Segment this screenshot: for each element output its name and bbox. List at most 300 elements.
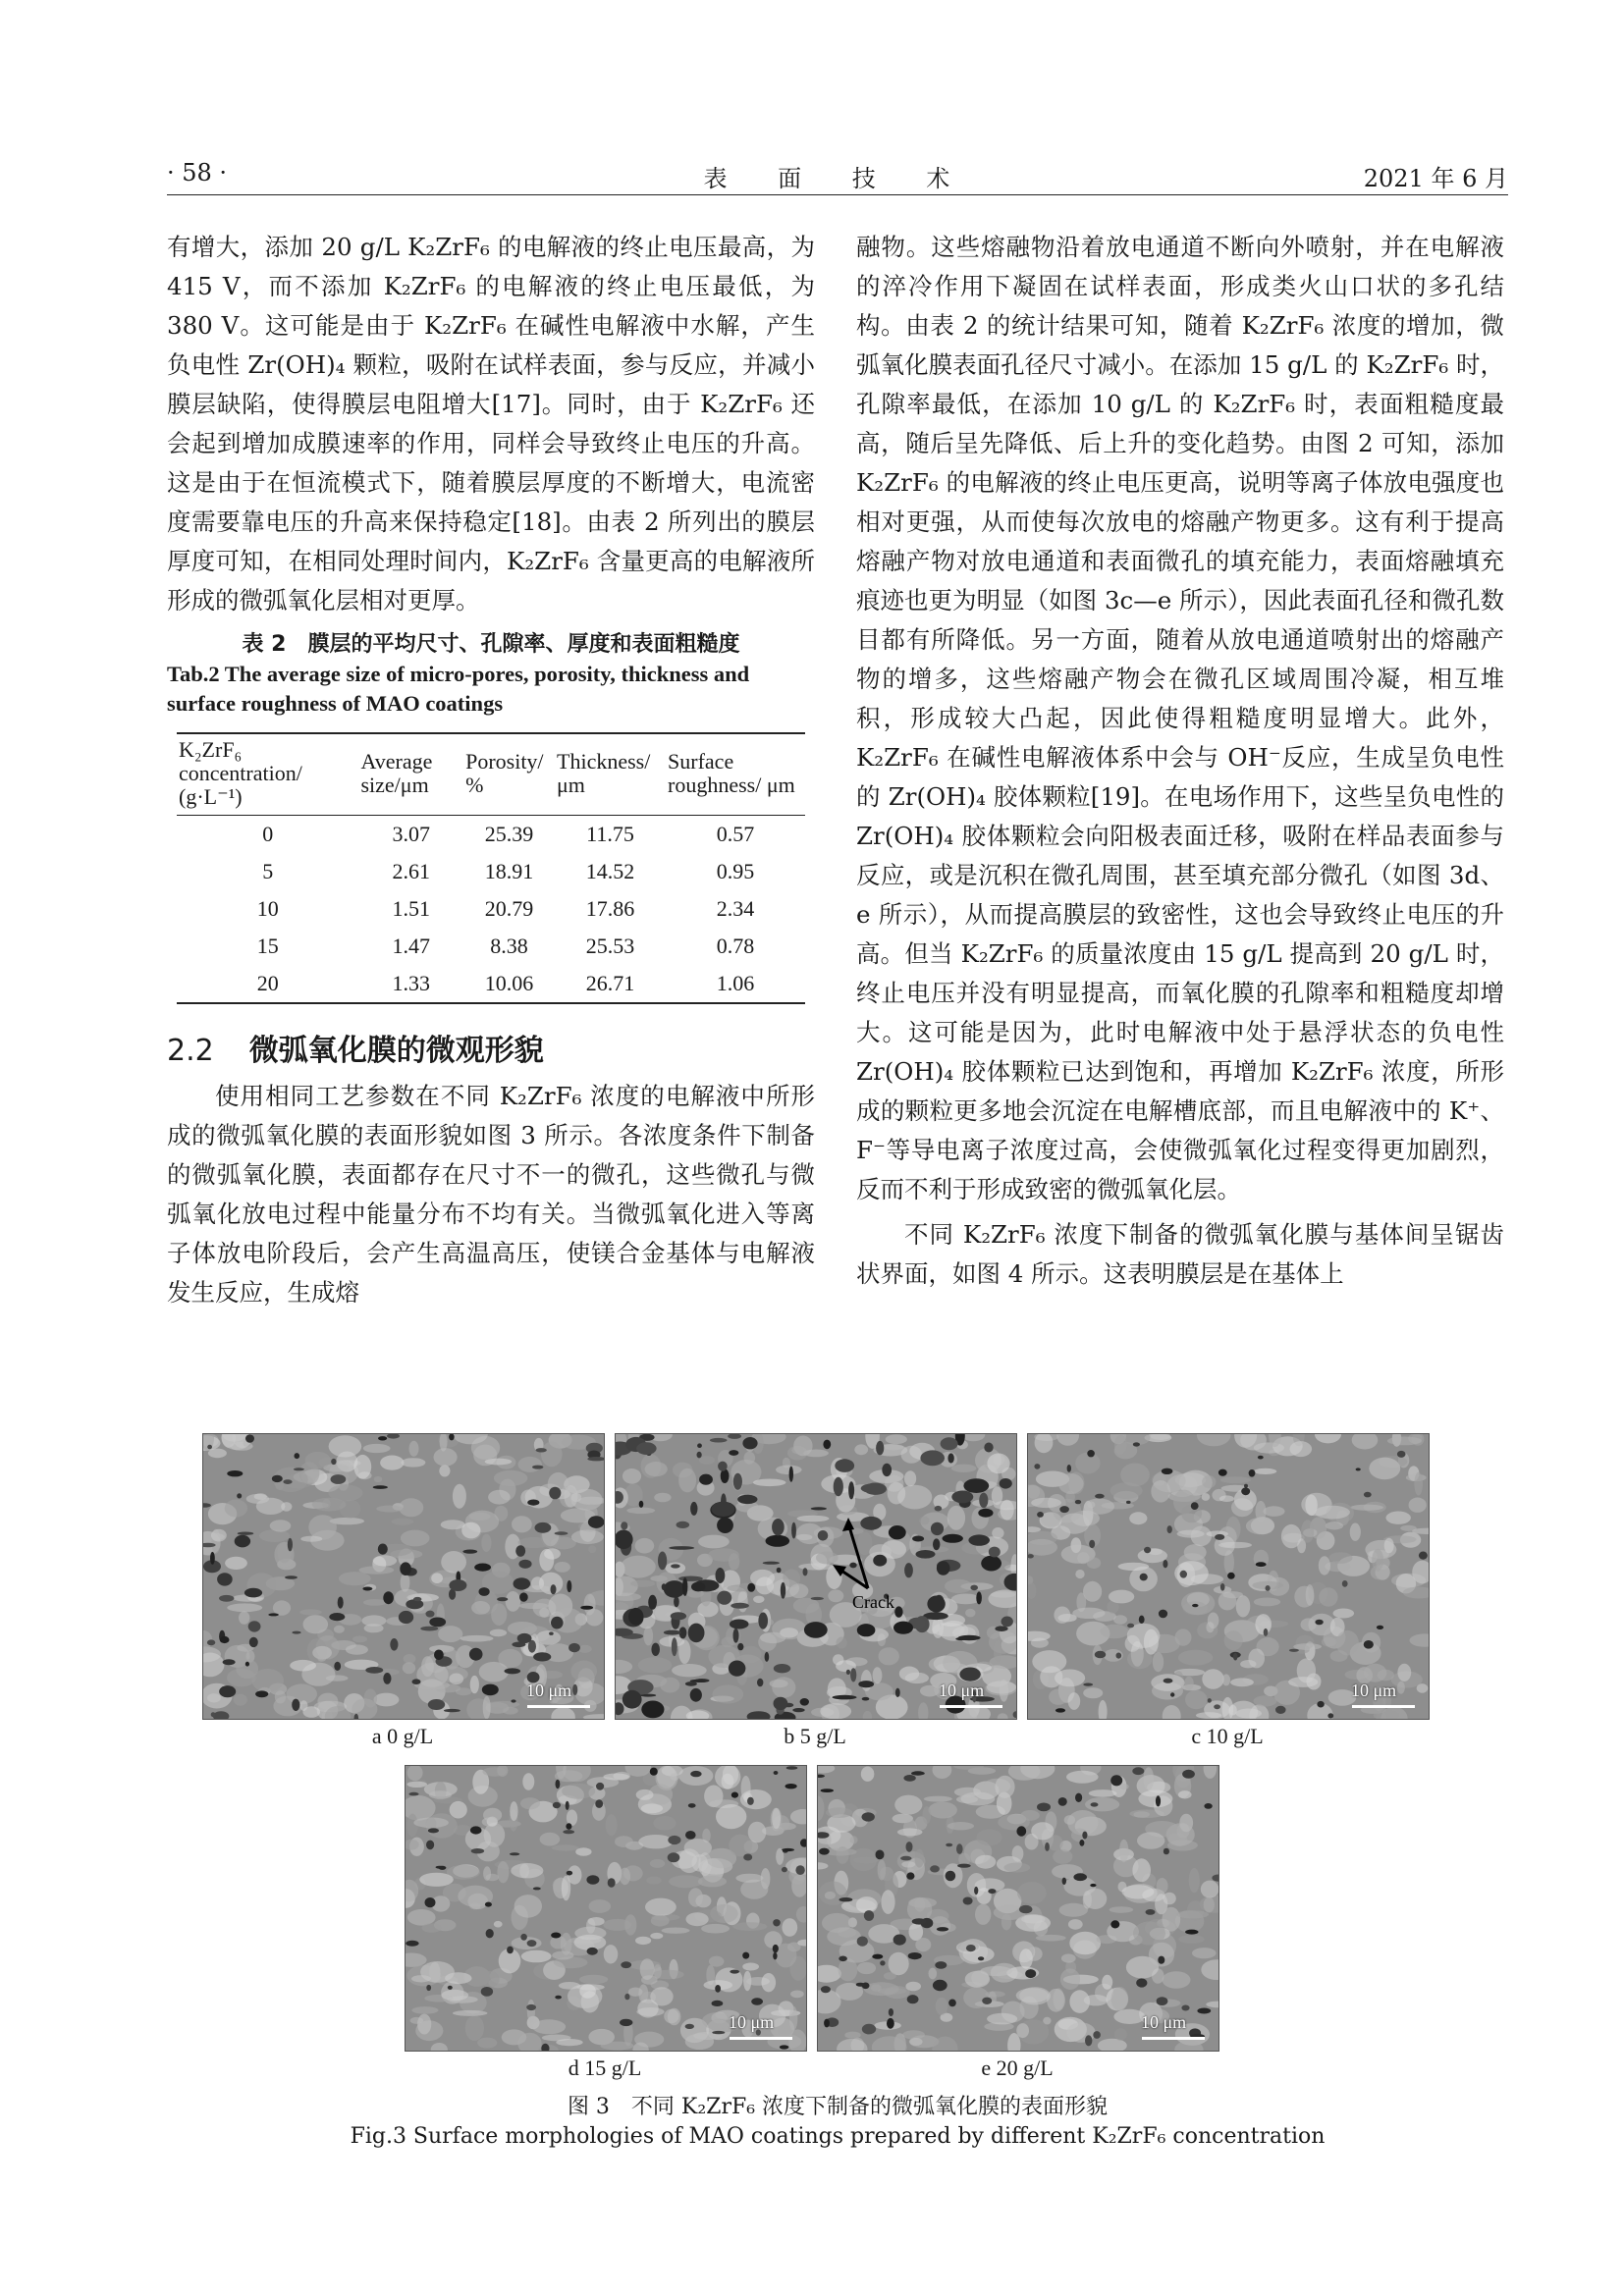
micro-pore xyxy=(533,1887,541,1890)
surface-grain xyxy=(251,1669,284,1692)
body-paragraph: 使用相同工艺参数在不同 K₂ZrF₆ 浓度的电解液中所形成的微弧氧化膜的表面形貌如图 3 所示。各浓度条件下制备的微弧氧化膜，表面都存在尺寸不一的微孔，这些微孔与微弧氧化放电过程中能量分布不均有关。当微弧氧化进入等离子体放电阶段后，会产生高温高压，使镁合金基体与电解液发生反应，生成熔 xyxy=(167,1082,815,1307)
micro-pore xyxy=(1159,1610,1167,1619)
surface-grain xyxy=(740,1880,768,1899)
surface-grain xyxy=(922,1806,931,1824)
right-column xyxy=(856,228,1504,1294)
surface-grain xyxy=(881,1890,894,1914)
surface-grain xyxy=(1397,1682,1405,1694)
surface-grain xyxy=(479,1662,509,1682)
micro-pore xyxy=(824,2019,830,2028)
micro-pore xyxy=(948,2000,956,2007)
table-cell: 20 xyxy=(177,965,358,1003)
micro-pore xyxy=(1241,1487,1250,1495)
micro-pore xyxy=(285,1575,298,1578)
surface-grain xyxy=(1016,2023,1029,2038)
micro-pore xyxy=(566,1823,571,1830)
surface-grain xyxy=(429,1790,452,1799)
micro-pore xyxy=(1233,1653,1238,1661)
surface-grain xyxy=(465,2015,484,2041)
surface-grain xyxy=(532,2019,566,2034)
column-header: Surface roughness/ μm xyxy=(666,733,805,816)
micro-pore xyxy=(383,1591,394,1604)
surface-grain xyxy=(227,1603,262,1612)
surface-grain xyxy=(441,1520,465,1529)
micro-pore xyxy=(620,2019,632,2026)
micro-pore xyxy=(551,1617,564,1629)
surface-grain xyxy=(762,1973,777,1992)
surface-grain xyxy=(334,1626,345,1633)
surface-grain xyxy=(1208,1613,1219,1629)
surface-grain xyxy=(1290,1441,1313,1457)
figure-caption-cn: 图 3 不同 K₂ZrF₆ 浓度下制备的微弧氧化膜的表面形貌 xyxy=(567,2095,1109,2119)
surface-grain xyxy=(1016,1988,1049,2002)
micro-pore xyxy=(207,1445,212,1450)
surface-grain xyxy=(562,1876,570,1901)
micro-pore xyxy=(911,1771,925,1775)
scale-bar-line xyxy=(730,2037,792,2040)
table-cell: 0 xyxy=(262,822,274,846)
micro-pore xyxy=(255,1690,268,1697)
surface-grain xyxy=(789,2006,798,2031)
surface-grain xyxy=(1218,1542,1252,1549)
micro-pore xyxy=(207,1639,215,1645)
micrograph-d xyxy=(405,1765,807,2052)
surface-grain xyxy=(1083,1581,1102,1602)
surface-grain xyxy=(239,1611,249,1624)
micro-pore xyxy=(1191,1502,1199,1510)
surface-grain xyxy=(494,1470,527,1486)
micro-pore xyxy=(331,1474,347,1484)
surface-grain xyxy=(559,1982,580,1990)
table-cell: 20.79 xyxy=(484,896,534,921)
micro-pore xyxy=(568,1643,580,1652)
micro-pore xyxy=(773,1945,779,1952)
micro-pore xyxy=(780,2045,789,2049)
surface-grain xyxy=(497,1861,509,1883)
micro-pore xyxy=(906,1842,913,1852)
surface-grain xyxy=(1083,1891,1092,1909)
micro-pore xyxy=(1126,1501,1131,1504)
surface-grain xyxy=(1409,1498,1427,1513)
surface-grain xyxy=(536,1630,561,1645)
surface-grain xyxy=(1315,1506,1350,1520)
surface-grain xyxy=(826,1807,852,1818)
surface-grain xyxy=(483,1696,491,1719)
surface-grain xyxy=(929,1968,938,1980)
micro-pore xyxy=(1162,1468,1173,1474)
surface-grain xyxy=(864,1982,899,1996)
surface-grain xyxy=(1202,1493,1211,1501)
surface-grain xyxy=(1137,1832,1164,1848)
micro-pore xyxy=(237,1493,242,1498)
surface-grain xyxy=(299,1462,320,1484)
surface-grain xyxy=(662,1928,690,1934)
micro-pore xyxy=(963,1897,973,1905)
surface-grain xyxy=(481,1534,491,1552)
surface-grain xyxy=(1384,1538,1394,1553)
micro-pore xyxy=(685,1831,696,1840)
surface-grain xyxy=(207,1693,221,1702)
surface-grain xyxy=(1386,1512,1411,1524)
surface-grain xyxy=(850,1836,858,1843)
surface-grain xyxy=(450,1801,467,1819)
micro-pore xyxy=(1170,1692,1174,1696)
surface-grain xyxy=(1089,1789,1117,1797)
micro-pore xyxy=(474,1564,491,1572)
micro-pore xyxy=(887,2018,894,2029)
surface-grain xyxy=(652,1970,684,1980)
micro-pore xyxy=(1158,1956,1164,1964)
micro-pore xyxy=(295,1453,300,1459)
table-cell: 8.38 xyxy=(490,934,528,958)
surface-grain xyxy=(604,1945,619,1963)
micro-pore xyxy=(1220,1583,1225,1591)
micro-pore xyxy=(1244,1484,1248,1488)
surface-grain xyxy=(1222,1591,1243,1598)
surface-grain xyxy=(359,1566,395,1574)
table-cell: 1.33 xyxy=(358,965,463,1003)
surface-grain xyxy=(483,1808,502,1823)
micro-pore xyxy=(586,1875,599,1884)
micro-pore xyxy=(245,1434,254,1443)
micro-pore xyxy=(773,1952,777,1960)
surface-grain xyxy=(1101,1625,1129,1639)
surface-grain xyxy=(1329,1552,1353,1564)
micro-pore xyxy=(1163,1560,1167,1568)
micro-pore xyxy=(1082,1832,1087,1840)
surface-grain xyxy=(1001,1914,1011,1931)
micro-pore xyxy=(555,1996,562,2000)
micro-pore xyxy=(527,1500,539,1506)
surface-grain xyxy=(1178,1935,1204,1944)
panel-label-d: d 15 g/L xyxy=(568,2056,642,2080)
micro-pore xyxy=(1289,1649,1299,1652)
surface-grain xyxy=(1110,1906,1134,1913)
micro-pore xyxy=(903,1775,915,1782)
surface-grain xyxy=(477,2038,497,2049)
surface-grain xyxy=(606,1814,618,1836)
table-cell: 0.57 xyxy=(716,822,755,846)
surface-grain xyxy=(299,1609,322,1615)
surface-grain xyxy=(461,1522,480,1539)
surface-grain xyxy=(1118,1563,1150,1571)
surface-grain xyxy=(411,1975,431,1982)
surface-grain xyxy=(901,1861,915,1867)
micro-pore xyxy=(219,1595,234,1602)
surface-grain xyxy=(1293,1643,1322,1650)
micro-pore xyxy=(1075,1793,1082,1802)
surface-grain xyxy=(664,2009,678,2023)
micro-pore xyxy=(272,1475,283,1482)
micro-pore xyxy=(238,1532,254,1535)
surface-grain xyxy=(299,1700,307,1711)
micro-pore xyxy=(248,1621,261,1631)
micro-pore xyxy=(1087,1450,1095,1457)
surface-grain xyxy=(270,1520,292,1531)
surface-grain xyxy=(579,1984,596,1998)
surface-grain xyxy=(603,1774,629,1781)
micro-pore xyxy=(413,1597,421,1601)
surface-grain xyxy=(701,1924,730,1934)
surface-grain xyxy=(426,1817,437,1830)
surface-grain xyxy=(709,1956,725,1967)
surface-grain xyxy=(636,1789,654,1800)
micro-pore xyxy=(1181,2005,1189,2011)
surface-grain xyxy=(1397,1664,1411,1682)
micro-pore xyxy=(1377,1626,1383,1629)
table-cell: 1.51 xyxy=(392,896,431,921)
data-table xyxy=(177,732,805,1004)
surface-grain xyxy=(819,1882,847,1905)
surface-grain xyxy=(1184,1677,1194,1690)
micro-pore xyxy=(608,1878,616,1887)
surface-grain xyxy=(506,1591,520,1612)
table-cell: 0.78 xyxy=(716,934,755,958)
surface-grain xyxy=(1061,1953,1076,1962)
surface-grain xyxy=(1083,1687,1103,1698)
surface-grain xyxy=(729,1835,752,1857)
surface-grain xyxy=(1236,1595,1251,1617)
surface-grain xyxy=(225,1557,247,1570)
micro-pore xyxy=(1227,1573,1235,1579)
micro-pore xyxy=(1156,1795,1161,1806)
micro-pore xyxy=(862,2024,876,2035)
micro-pore xyxy=(449,1579,466,1591)
micro-pore xyxy=(1214,1704,1220,1709)
micro-pore xyxy=(1258,1456,1264,1460)
surface-grain xyxy=(208,1449,227,1459)
micro-pore xyxy=(712,2001,724,2006)
surface-grain xyxy=(441,1551,466,1574)
surface-grain xyxy=(491,1603,507,1626)
table-cell: 2.61 xyxy=(392,859,431,883)
surface-grain xyxy=(575,1847,591,1856)
surface-grain xyxy=(857,1962,876,1974)
micro-pore xyxy=(227,1470,243,1476)
surface-grain xyxy=(234,1694,247,1706)
surface-grain xyxy=(527,2000,535,2023)
surface-grain xyxy=(453,1484,466,1509)
micro-pore xyxy=(566,1801,569,1810)
micro-pore xyxy=(1034,1464,1040,1469)
surface-grain xyxy=(980,1966,1012,1976)
surface-grain xyxy=(363,1444,391,1453)
surface-grain xyxy=(1201,1881,1218,1898)
micro-pore xyxy=(1056,1708,1065,1712)
surface-grain xyxy=(419,1873,454,1887)
surface-grain xyxy=(702,2012,731,2029)
surface-grain xyxy=(1350,1505,1383,1511)
micro-pore xyxy=(1127,1624,1134,1629)
micro-pore xyxy=(399,1611,413,1624)
surface-grain xyxy=(539,1608,549,1618)
micro-pore xyxy=(331,1459,336,1465)
micro-pore xyxy=(786,1766,798,1770)
surface-grain xyxy=(772,1808,781,1829)
surface-grain xyxy=(431,1573,443,1583)
surface-grain xyxy=(579,1975,608,1985)
micro-pore xyxy=(751,1998,763,2004)
micro-pore xyxy=(533,1652,551,1661)
surface-grain xyxy=(520,1797,540,1809)
micro-pore xyxy=(428,1828,439,1833)
surface-grain xyxy=(211,1529,227,1542)
surface-grain xyxy=(422,1923,442,1933)
micro-pore xyxy=(329,1613,345,1621)
surface-grain xyxy=(503,1707,518,1715)
surface-grain xyxy=(637,2000,658,2018)
micro-pore xyxy=(486,1929,494,1938)
table-header-row xyxy=(177,733,805,816)
micro-pore xyxy=(481,1987,493,1997)
surface-grain xyxy=(1144,1629,1159,1655)
surface-grain xyxy=(281,1502,292,1512)
micro-pore xyxy=(1208,1698,1212,1703)
surface-grain xyxy=(1178,1790,1192,1798)
surface-grain xyxy=(411,2006,438,2014)
micro-pore xyxy=(412,1679,421,1684)
micro-pore xyxy=(408,1792,418,1796)
surface-grain xyxy=(1085,1797,1119,1811)
micro-pore xyxy=(1095,1651,1106,1659)
surface-grain xyxy=(481,1971,500,1988)
column-header: Thickness/ μm xyxy=(555,733,666,816)
surface-grain xyxy=(1230,1678,1254,1686)
micro-pore xyxy=(268,1613,279,1616)
surface-grain xyxy=(364,1624,384,1632)
surface-grain xyxy=(698,1876,727,1887)
micro-pore xyxy=(1110,1920,1119,1928)
surface-grain xyxy=(685,2034,714,2050)
surface-grain xyxy=(434,1448,458,1467)
micro-pore xyxy=(511,1699,515,1702)
micro-pore xyxy=(1059,1506,1069,1513)
surface-grain xyxy=(1157,1878,1168,1894)
surface-grain xyxy=(353,1455,371,1479)
micro-pore xyxy=(1079,1840,1084,1846)
micro-pore xyxy=(378,1544,388,1555)
micro-pore xyxy=(211,1712,216,1717)
table-row xyxy=(177,853,805,890)
micro-pore xyxy=(507,1947,514,1954)
surface-grain xyxy=(1111,1987,1129,2010)
surface-grain xyxy=(403,1662,415,1674)
micro-pore xyxy=(1083,1683,1093,1686)
micro-pore xyxy=(436,1866,444,1869)
surface-grain xyxy=(1031,1498,1061,1508)
surface-grain xyxy=(1319,1556,1330,1575)
surface-grain xyxy=(688,1888,703,1906)
micro-pore xyxy=(378,1436,387,1440)
table-cell: 2.34 xyxy=(716,896,755,921)
surface-grain xyxy=(346,1644,368,1654)
micro-pore xyxy=(1256,1562,1267,1567)
surface-grain xyxy=(1220,1476,1251,1483)
micro-pore xyxy=(889,2008,893,2016)
micro-pore xyxy=(966,1945,976,1951)
surface-grain xyxy=(1058,1473,1084,1494)
micro-pore xyxy=(1215,1534,1224,1540)
micro-pore xyxy=(880,1960,885,1965)
surface-grain xyxy=(406,1782,427,1788)
micro-pore xyxy=(1144,1547,1151,1553)
surface-grain xyxy=(300,1536,322,1542)
micro-pore xyxy=(217,1573,233,1585)
surface-grain xyxy=(638,1835,673,1848)
surface-grain xyxy=(628,1988,643,1997)
surface-grain xyxy=(748,1822,767,1843)
surface-grain xyxy=(861,1767,875,1782)
surface-grain xyxy=(303,1615,329,1633)
surface-grain xyxy=(871,1984,882,1991)
micro-pore xyxy=(876,1850,885,1860)
micro-pore xyxy=(1204,1803,1212,1809)
surface-grain xyxy=(1087,1502,1095,1509)
surface-grain xyxy=(998,1814,1030,1830)
micro-pore xyxy=(334,1662,341,1671)
table-caption-cn: 表 2 膜层的平均尺寸、孔隙率、厚度和表面粗糙度 xyxy=(242,632,740,657)
micro-pore xyxy=(535,1522,552,1533)
surface-grain xyxy=(1306,1584,1315,1606)
micro-pore xyxy=(553,1802,561,1808)
surface-grain xyxy=(1189,1868,1200,1893)
surface-grain xyxy=(554,1562,570,1573)
surface-grain xyxy=(1109,1590,1134,1604)
micro-pore xyxy=(839,1897,853,1901)
table-cell: 18.91 xyxy=(484,859,534,883)
surface-grain xyxy=(1364,1664,1387,1682)
micro-pore xyxy=(429,1618,446,1628)
body-paragraph: 不同 K₂ZrF₆ 浓度下制备的微弧氧化膜与基体间呈锯齿状界面，如图 4 所示。这表明膜层是在基体上 xyxy=(856,1220,1504,1288)
surface-grain xyxy=(483,1866,491,1881)
surface-grain xyxy=(844,2032,860,2039)
surface-grain xyxy=(328,1484,362,1501)
surface-grain xyxy=(620,1868,630,1886)
surface-grain xyxy=(1333,1609,1355,1619)
surface-grain xyxy=(1336,1630,1359,1656)
surface-grain xyxy=(552,1951,573,1960)
micro-pore xyxy=(567,1580,571,1592)
table-cell: 17.86 xyxy=(585,896,635,921)
surface-grain xyxy=(494,1921,503,1928)
surface-grain xyxy=(339,1572,371,1585)
micro-pore xyxy=(567,1871,572,1876)
surface-grain xyxy=(373,1693,399,1707)
micro-pore xyxy=(1095,1494,1105,1499)
table-cell: 3.07 xyxy=(392,822,431,846)
surface-grain xyxy=(1151,1480,1170,1503)
surface-grain xyxy=(1069,1932,1101,1955)
surface-grain xyxy=(1181,1592,1215,1616)
table-cell: 1.47 xyxy=(392,934,431,958)
micro-pore xyxy=(462,1550,477,1554)
micro-pore xyxy=(563,1830,574,1834)
micro-pore xyxy=(668,1852,680,1862)
surface-grain xyxy=(1075,1570,1084,1578)
table-row xyxy=(177,928,805,965)
left-column xyxy=(167,228,815,1312)
micro-pore xyxy=(426,1611,435,1618)
micro-pore xyxy=(505,1668,521,1674)
surface-grain xyxy=(460,1635,494,1642)
micro-pore xyxy=(1275,1706,1286,1714)
micro-pore xyxy=(1182,1770,1195,1779)
micro-pore xyxy=(742,1952,749,1959)
surface-grain xyxy=(1072,1608,1105,1619)
table-cell: 0.95 xyxy=(716,859,755,883)
micro-pore xyxy=(425,1897,436,1907)
micro-pore xyxy=(715,1985,721,1993)
